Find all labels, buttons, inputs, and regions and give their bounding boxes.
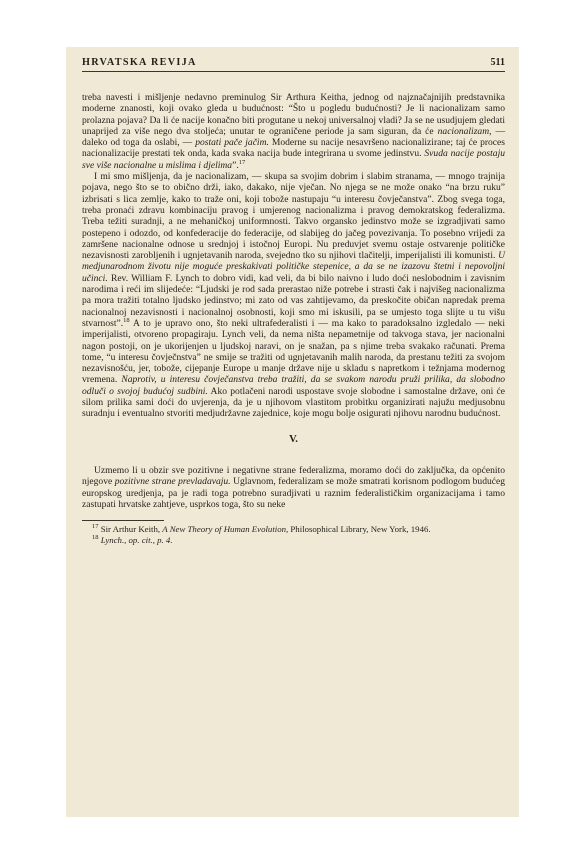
- text-run: Ako potlačeni narodi uspostave svoje slobodne i samostalne države, oni će silom prilika sami doći do uvjerenja, da je u njihovom vlastitom probitku organizirati najužu medjusobnu suradnju i eventualno stvoriti medjudržavne zajednice, koje mogu bolje osigurati njihovu narodnu budućnost.: [82, 385, 505, 420]
- text-run: Philosophical Library, New York, 1946.: [288, 524, 431, 535]
- paragraph: [82, 465, 505, 510]
- emphasis-text: postati pače jačim.: [195, 137, 269, 149]
- paragraph: [82, 171, 505, 420]
- running-header: [82, 57, 505, 72]
- emphasis-text: Naprotiv, u interesu čovječanstva treba tražiti, da se svakom narodu pruži prilika, da slobodno odluči o svojoj budućoj sudbini.: [82, 374, 505, 397]
- emphasis-text: Lynch., op. cit., p. 4.: [100, 534, 173, 545]
- emphasis-text: U medjunarodnom životu nije moguće preskakivati političke stepenice, a da se ne izazovu štetni i nepovoljni učinci.: [82, 250, 505, 284]
- text-run: Sir Arthur Keith,: [98, 524, 163, 535]
- footnote-reference: 17: [92, 523, 99, 531]
- footnote-reference: 18: [123, 316, 130, 324]
- text-run: A to je upravo ono, što neki ultrafederalisti i — ma kako to paradoksalno izgledalo — neki imperijalisti, otvoreno propagiraju. Lynch veli, da nema ništa nepametnije od takvoga stava, jer nacionalni nagon postoji, on je ukorijenjen u ljudskoj naravi, on je snažan, pa s njime treba svakako računati. Prema tome, “u interesu čovječnstva” ne smije se tražiti od ugnjetavanih malih naroda, da prestanu težiti za svojom nezavisnošću, jer, tobože, cijepanje Europe u manje države nije u skladu s napretkom i težnjama modernog vremena.: [82, 317, 505, 386]
- emphasis-text: nacionalizam,: [437, 125, 492, 137]
- emphasis-text: A New Theory of Human Evolution,: [162, 524, 289, 535]
- text-run: Uzmemo li u obzir sve pozitivne i negativne strane federalizma, moramo doći do zaključka, da općenito njegove: [82, 464, 505, 488]
- text-run: I mi smo mišljenja, da je nacionalizam, — skupa sa svojim dobrim i slabim stranama, — mnogo trajnija pojava, nego što se to obično drži, iako, dakako, nije vječan. No njega se ne može onako “na brzu ruku” izbrisati s lica zemlje, kako to traže oni, koji tobože nastupaju “u interesu čovječanstva”. Zbog svega toga, treba pronaći zdravu kombinaciju pravog i umjerenog nacionalizma i pravog demokratskog federalizma. Treba težiti suradnji, a ne mehaničkoj uniformnosti. Takvo organsko jedinstvo može se izgradjivati samo postepeno i odozdo, od konfederacije do federacije, od slabijeg do jačeg povezivanja. To posebno vrijedi za zamršene nacionalne odnose u srednjoj i istočnoj Europi. Nu preduvjet svemu ostaje ostvarenje političke nezavisnosti zarobljenih i ugnjetavanih naroda, svejedno tko su njihovi tlačitelji, imperijalisti ili komunisti.: [82, 171, 505, 262]
- footnote-reference: 18: [92, 533, 99, 541]
- footnote-divider: [82, 520, 164, 521]
- footnote-reference: 17: [238, 158, 246, 166]
- text-run: — daleko od toga da oslabi, —: [82, 125, 506, 149]
- footnote: [82, 535, 505, 546]
- text-run: Uglavnom, federalizam se može smatrati korisnom podlogom budućeg europskog uredjenja, pa je radi toga potrebno suradjivati u raznim federalističkim organizacijama i tamo zastupati hrvatske zahtjeve, usprkos toga, što su neke: [82, 476, 506, 510]
- text-run: treba navesti i mišljenje nedavno preminulog Sir Arthura Keitha, jednog od najznačajnijih predstavnika moderne znanosti, koji ovako gleda u budućnost: “Što u pogledu budućnosti? Je li nacionalizam samo prolazna pojava? Da li će nacije konačno biti progutane u nekoj universalnoj vladi? Ja se ne usudjujem gledati unaprijed za više nego dva stoljeća; unutar te ograničene periode ja sam siguran, da će: [82, 92, 505, 137]
- text-run: Rev. William F. Lynch to dobro vidi, kad veli, da bi bilo naivno i ludo doći neslobodnim i zavisnim narodima i reći im slijedeće: “Ljudski je rod sada prerastao niže potrebe i strasti čak i najvišeg nacionalizma pa mora tražiti totalno ljudsko jedinstvo; mi zato od vas zahtijevamo, da preskočite običan napredak prema nacionalnoj nezavisnosti i nacionalnoj osobnosti, koji smo mi iskusili, pa se umjesto toga slijte u tu višu stvarnost”.: [82, 272, 505, 329]
- text-run: Moderne su nacije nesavršeno nacionalizirane; taj će proces nacionalizacije prestati tek onda, kada svaka nacija bude integrirana u svome jedinstvu.: [82, 137, 505, 160]
- footnote: [82, 524, 505, 535]
- journal-page: [66, 47, 519, 817]
- footnotes: [82, 524, 505, 545]
- text-run: ”.: [232, 159, 239, 171]
- journal-title: HRVATSKA REVIJA: [82, 57, 197, 68]
- paragraph: [82, 92, 505, 171]
- body-text: [82, 92, 505, 510]
- page-number: 511: [490, 57, 505, 68]
- section-heading: V.: [289, 433, 298, 445]
- emphasis-text: Svuda nacije postaju sve više nacionalne u mislima i djelima: [82, 148, 505, 171]
- emphasis-text: pozitivne strane prevladavaju.: [114, 476, 231, 488]
